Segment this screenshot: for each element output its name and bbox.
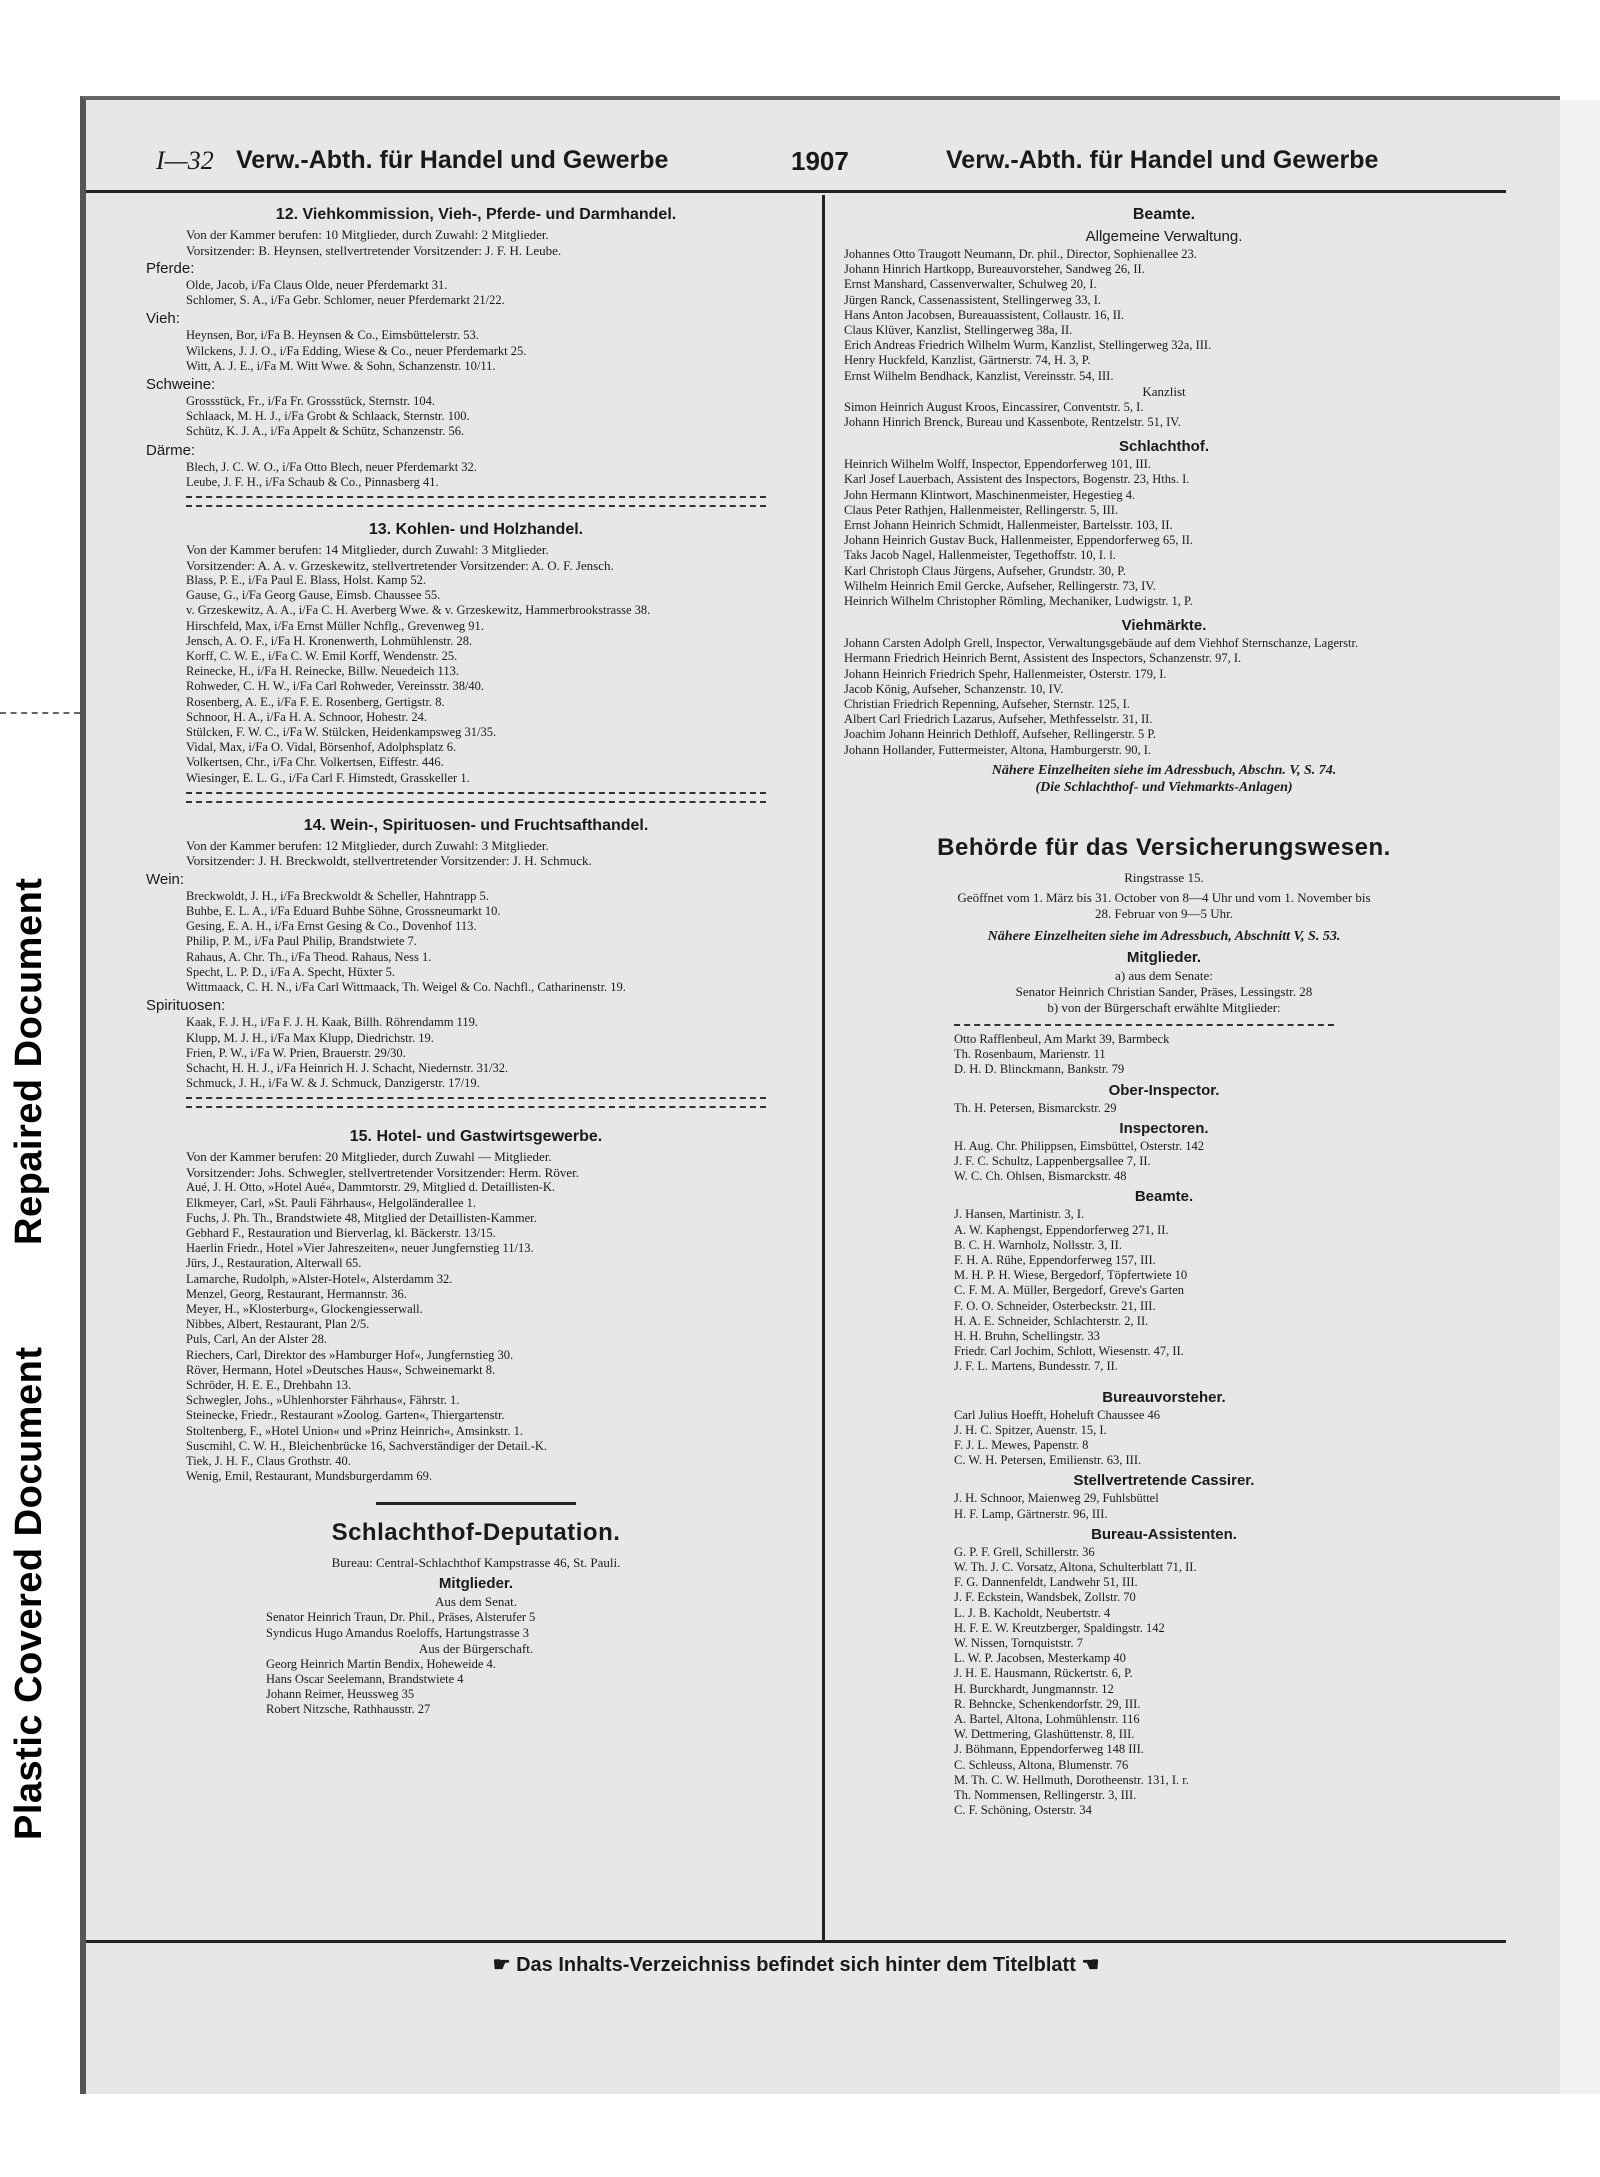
note-line: (Die Schlachthof- und Viehmarkts-Anlagen) — [1035, 779, 1293, 795]
section-15-entries — [146, 1180, 806, 1484]
dash-separator — [954, 1024, 1334, 1026]
group-label: Vieh: — [146, 310, 180, 328]
group-label: Schweine: — [146, 376, 216, 394]
list-item: Schlaack, M. H. J., i/Fa Grobt & Schlaack, Sternstr. 100. — [186, 409, 470, 424]
list-item: Tiek, J. H. F., Claus Grothstr. 40. — [186, 1453, 351, 1468]
group-label: Spirituosen: — [146, 997, 226, 1015]
section-12-title: 12. Viehkommission, Vieh-, Pferde- und Darmhandel. — [275, 206, 677, 223]
section-13-entries — [146, 573, 806, 786]
vers-mitglieder-title: Mitglieder. — [1126, 948, 1202, 966]
list-item: Claus Peter Rathjen, Hallenmeister, Rellingerstr. 5, III. — [844, 502, 1119, 517]
list-item: Stülcken, F. W. C., i/Fa W. Stülcken, Heidenkampsweg 31/35. — [186, 725, 497, 740]
cassirer-list — [834, 1491, 1494, 1521]
note-line: Nähere Einzelheiten siehe im Adressbuch, Abschn. V, S. 74. — [991, 762, 1337, 778]
beamte-2-title: Beamte. — [1134, 1188, 1194, 1206]
list-item: Vidal, Max, i/Fa O. Vidal, Börsenhof, Adolphsplatz 6. — [186, 740, 457, 755]
list-item: R. Behncke, Schenkendorfstr. 29, III. — [954, 1696, 1141, 1711]
list-item: Korff, C. W. E., i/Fa C. W. Emil Korff, Wendenstr. 25. — [186, 649, 458, 664]
bureau-assistenten-list — [834, 1545, 1494, 1819]
list-item: Riechers, Carl, Direktor des »Hamburger Hof«, Jungfernstieg 30. — [186, 1347, 514, 1362]
list-item: Heinrich Wilhelm Christopher Römling, Mechaniker, Ludwigstr. 1, P. — [844, 594, 1193, 609]
list-item: Rahaus, A. Chr. Th., i/Fa Theod. Rahaus, Ness 1. — [186, 949, 432, 964]
list-item: Wenig, Emil, Restaurant, Mundsburgerdamm 69. — [186, 1469, 432, 1484]
page-header — [86, 146, 1566, 186]
list-item: Stoltenberg, F., »Hotel Union« und »Prinz Heinrich«, Amsinkstr. 1. — [186, 1423, 523, 1438]
footer-text: Das Inhalts-Verzeichniss befindet sich hinter dem Titelblatt — [516, 1954, 1076, 1976]
list-item: Haerlin Friedr., Hotel »Vier Jahreszeiten«, neuer Jungfernstieg 11/13. — [186, 1241, 534, 1256]
opening-hours — [834, 890, 1494, 922]
list-item: Heinrich Wilhelm Wolff, Inspector, Eppendorferweg 101, III. — [844, 457, 1151, 472]
list-item: Heynsen, Bor, i/Fa B. Heynsen & Co., Eimsbüttelerstr. 53. — [186, 328, 479, 343]
list-item: Leube, J. F. H., i/Fa Schaub & Co., Pinnasberg 41. — [186, 474, 439, 489]
side-dash-marker — [0, 712, 80, 714]
viehmaerkte-staff-list — [834, 636, 1494, 758]
list-item: W. Th. J. C. Vorsatz, Altona, Schulterblatt 71, II. — [954, 1559, 1197, 1574]
left-column — [146, 200, 806, 1718]
list-item: Albert Carl Friedrich Lazarus, Aufseher, Methfesselstr. 31, II. — [844, 712, 1153, 727]
document-page — [80, 96, 1560, 2094]
section-14-title: 14. Wein-, Spirituosen- und Fruchtsafthandel. — [303, 816, 649, 834]
section-13 — [146, 521, 806, 803]
section-14-intro — [146, 838, 806, 869]
list-item: Blech, J. C. W. O., i/Fa Otto Blech, neuer Pferdemarkt 32. — [186, 459, 477, 474]
plastic-covered-label: Plastic Covered Document — [8, 1346, 50, 1840]
list-item: Johannes Otto Traugott Neumann, Dr. phil., Director, Sophienallee 23. — [844, 247, 1197, 261]
list-item: Rosenberg, A. E., i/Fa F. E. Rosenberg, Gertigstr. 8. — [186, 694, 445, 709]
list-item: Jensch, A. O. F., i/Fa H. Kronenwerth, Lohmühlenstr. 28. — [186, 633, 473, 648]
dash-separator — [186, 505, 766, 507]
list-item: Jürgen Ranck, Cassenassistent, Stellingerweg 33, I. — [844, 292, 1102, 307]
group-label: Pferde: — [146, 260, 195, 277]
list-item: Schütz, K. J. A., i/Fa Appelt & Schütz, Schanzenstr. 56. — [186, 424, 465, 439]
header-right-title: Verw.-Abth. für Handel und Gewerbe — [946, 146, 1379, 174]
list-item: J. H. Schnoor, Maienweg 29, Fuhlsbüttel — [954, 1491, 1159, 1506]
list-item: Friedr. Carl Jochim, Schlott, Wiesenstr. 47, II. — [954, 1344, 1184, 1359]
list-item: Aué, J. H. Otto, »Hotel Aué«, Dammtorstr. 29, Mitglied d. Detaillisten-K. — [186, 1180, 556, 1195]
dash-separator — [186, 801, 766, 803]
pointing-hand-left-icon: ☚ — [1081, 1954, 1100, 1976]
list-item: F. H. A. Rühe, Eppendorferweg 157, III. — [954, 1252, 1156, 1267]
list-item: D. H. D. Blinckmann, Bankstr. 79 — [954, 1062, 1125, 1077]
viehmaerkte-title: Viehmärkte. — [1121, 617, 1207, 635]
list-item: Specht, L. P. D., i/Fa A. Specht, Hüxter 5. — [186, 964, 396, 979]
list-item: v. Grzeskewitz, A. A., i/Fa C. H. Averberg Wwe. & v. Grzeskewitz, Hammerbrookstrasse 38. — [186, 603, 651, 618]
list-item: Th. H. Petersen, Bismarckstr. 29 — [954, 1100, 1117, 1115]
group-label: Därme: — [146, 441, 196, 459]
dash-separator — [186, 496, 766, 498]
list-item: H. F. Lamp, Gärtnerstr. 96, III. — [954, 1506, 1108, 1521]
list-item: Fuchs, J. Ph. Th., Brandstwiete 48, Mitglied der Detaillisten-Kammer. — [186, 1210, 537, 1225]
list-item: F. O. O. Schneider, Osterbeckstr. 21, III. — [954, 1298, 1156, 1313]
list-item: J. H. C. Spitzer, Auenstr. 15, I. — [954, 1422, 1107, 1437]
list-item: Johann Hollander, Futtermeister, Altona, Hamburgerstr. 90, I. — [844, 742, 1152, 757]
list-item: Karl Christoph Claus Jürgens, Aufseher, Grundstr. 30, P. — [844, 563, 1126, 578]
header-left-title: Verw.-Abth. für Handel und Gewerbe — [236, 146, 669, 174]
member-item: Senator Heinrich Traun, Dr. Phil., Präses, Alsterufer 5 — [266, 1610, 536, 1625]
list-item: Schlomer, S. A., i/Fa Gebr. Schlomer, neuer Pferdemarkt 21/22. — [186, 293, 505, 308]
buergerschaft-list — [834, 1032, 1494, 1078]
schlachthof-bureau: Bureau: Central-Schlachthof Kampstrasse 46, St. Pauli. — [331, 1555, 621, 1571]
section-12-groups — [146, 260, 806, 490]
cassirer-title: Stellvertretende Cassirer. — [1073, 1472, 1255, 1490]
buergerschaft-label: b) von der Bürgerschaft erwählte Mitglieder: — [1047, 999, 1281, 1015]
footer-rule — [86, 1940, 1506, 1943]
page-number: I—32 — [156, 146, 214, 175]
inspectoren-title: Inspectoren. — [1119, 1119, 1209, 1137]
section-13-intro — [146, 542, 806, 573]
list-item: Gause, G., i/Fa Georg Gause, Eimsb. Chaussee 55. — [186, 588, 441, 603]
list-item: Reinecke, H., i/Fa H. Reinecke, Billw. Neuedeich 113. — [186, 664, 459, 679]
list-item: Hans Anton Jacobsen, Bureauassistent, Collaustr. 16, II. — [844, 307, 1125, 322]
list-item: W. C. Ch. Ohlsen, Bismarckstr. 48 — [954, 1169, 1127, 1184]
list-item: Puls, Carl, An der Alster 28. — [186, 1332, 327, 1347]
list-item: Th. Rosenbaum, Marienstr. 11 — [954, 1047, 1106, 1062]
versicherungswesen-title: Behörde für das Versicherungswesen. — [937, 833, 1391, 861]
list-item: W. Nissen, Tornquiststr. 7 — [954, 1635, 1083, 1650]
bureauvorsteher-list — [834, 1408, 1494, 1469]
section-15 — [146, 1128, 806, 1484]
list-item: M. Th. C. W. Hellmuth, Dorotheenstr. 131, I. r. — [954, 1772, 1189, 1787]
beamte-title: Beamte. — [1132, 206, 1196, 223]
section-14 — [146, 817, 806, 1108]
list-item: Volkertsen, Chr., i/Fa Chr. Volkertsen, Eiffestr. 446. — [186, 755, 444, 770]
intro-line: Vorsitzender: Johs. Schwegler, stellvertretender Vorsitzender: Herm. Röver. — [186, 1164, 579, 1180]
section-13-title: 13. Kohlen- und Holzhandel. — [368, 521, 584, 539]
senat-label: a) aus dem Senate: — [1115, 967, 1213, 983]
list-item: H. H. Bruhn, Schellingstr. 33 — [954, 1328, 1100, 1343]
list-item: Schnoor, H. A., i/Fa H. A. Schnoor, Hohestr. 24. — [186, 709, 428, 724]
senat-member: Senator Heinrich Christian Sander, Präses, Lessingstr. 28 — [1015, 983, 1313, 999]
list-item: J. F. L. Martens, Bundesstr. 7, II. — [954, 1359, 1118, 1374]
list-item: John Hermann Klintwort, Maschinenmeister, Hegestieg 4. — [844, 487, 1136, 502]
list-item: J. F. Eckstein, Wandsbek, Zollstr. 70 — [954, 1590, 1136, 1605]
list-item: Gebhard F., Restauration und Bierverlag, kl. Bäckerstr. 13/15. — [186, 1225, 496, 1240]
schlachthof-deputation — [146, 1519, 806, 1717]
list-item: Simon Heinrich August Kroos, Eincassirer, Conventstr. 5, I. — [844, 399, 1144, 414]
list-item: F. G. Dannenfeldt, Landwehr 51, III. — [954, 1575, 1138, 1590]
list-item: H. A. E. Schneider, Schlachterstr. 2, II. — [954, 1313, 1149, 1328]
intro-line: Vorsitzender: A. A. v. Grzeskewitz, stellvertretender Vorsitzender: A. O. F. Jensch. — [186, 557, 614, 573]
intro-line: Vorsitzender: J. H. Breckwoldt, stellvertretender Vorsitzender: J. H. Schmuck. — [186, 853, 592, 869]
list-item: Erich Andreas Friedrich Wilhelm Wurm, Kanzlist, Stellingerweg 32a, III. — [844, 338, 1212, 353]
bureau-assistenten-title: Bureau-Assistenten. — [1091, 1525, 1237, 1543]
list-item: Johann Carsten Adolph Grell, Inspector, Verwaltungsgebäude auf dem Viehhof Sternschanze, Lagerstr. — [844, 636, 1359, 651]
column-divider — [822, 195, 825, 1940]
right-column — [834, 200, 1494, 1818]
list-item: Christian Friedrich Repenning, Aufseher, Sternstr. 125, I. — [844, 697, 1130, 712]
intro-line: Von der Kammer berufen: 14 Mitglieder, durch Zuwahl: 3 Mitglieder. — [186, 542, 549, 558]
list-item: F. J. L. Mewes, Papenstr. 8 — [954, 1437, 1089, 1452]
member-item: Hans Oscar Seelemann, Brandstwiete 4 — [266, 1671, 464, 1686]
list-item: J. H. E. Hausmann, Rückertstr. 6, P. — [954, 1666, 1133, 1681]
hours-line: Geöffnet vom 1. März bis 31. October von 8—4 Uhr und vom 1. November bis — [957, 889, 1371, 905]
list-item: Johann Heinrich Gustav Buck, Hallenmeister, Eppendorferweg 65, II. — [844, 533, 1194, 548]
footer-notice — [86, 1952, 1506, 1977]
list-item: Jacob König, Aufseher, Schanzenstr. 10, IV. — [844, 681, 1064, 696]
list-item: C. W. H. Petersen, Emilienstr. 63, III. — [954, 1453, 1142, 1468]
list-item: Buhbe, E. L. A., i/Fa Eduard Buhbe Söhne, Grossneumarkt 10. — [186, 904, 501, 919]
list-item: H. F. E. W. Kreutzberger, Spaldingstr. 142 — [954, 1620, 1165, 1635]
list-item: M. H. P. H. Wiese, Bergedorf, Töpfertwiete 10 — [954, 1268, 1188, 1283]
senat-members — [146, 1610, 806, 1640]
list-item: C. F. M. A. Müller, Bergedorf, Greve's Garten — [954, 1283, 1184, 1298]
list-item: Schröder, H. E. E., Drehbahn 13. — [186, 1377, 352, 1392]
header-rule — [86, 190, 1506, 193]
list-item: Hermann Friedrich Heinrich Bernt, Assistent des Inspectors, Schanzenstr. 97, I. — [844, 651, 1242, 666]
list-item: Rohweder, C. H. W., i/Fa Carl Rohweder, Vereinsstr. 38/40. — [186, 679, 485, 694]
ober-inspector-title: Ober-Inspector. — [1108, 1081, 1220, 1099]
list-item: Gesing, E. A. H., i/Fa Ernst Gesing & Co., Dovenhof 113. — [186, 919, 477, 934]
list-item: Philip, P. M., i/Fa Paul Philip, Brandstwiete 7. — [186, 934, 417, 949]
list-item: Claus Klüver, Kanzlist, Stellingerweg 38a, II. — [844, 323, 1073, 338]
list-item: Joachim Johann Heinrich Dethloff, Aufseher, Rellingerstr. 5 P. — [844, 727, 1157, 742]
list-item: B. C. H. Warnholz, Nollsstr. 3, II. — [954, 1237, 1122, 1252]
member-item: Syndicus Hugo Amandus Roeloffs, Hartungstrasse 3 — [266, 1625, 529, 1640]
list-item: Ernst Wilhelm Bendhack, Kanzlist, Vereinsstr. 54, III. — [844, 368, 1114, 383]
intro-line: Von der Kammer berufen: 10 Mitglieder, durch Zuwahl: 2 Mitglieder. — [186, 227, 549, 242]
list-item: L. J. B. Kacholdt, Neubertstr. 4 — [954, 1605, 1111, 1620]
dash-separator — [186, 792, 766, 794]
list-item: Taks Jacob Nagel, Hallenmeister, Tegethoffstr. 10, I. l. — [844, 548, 1116, 563]
list-item: Carl Julius Hoefft, Hoheluft Chaussee 46 — [954, 1407, 1160, 1422]
pointing-hand-right-icon: ☛ — [492, 1954, 511, 1976]
list-item: Jürs, J., Restauration, Alterwall 65. — [186, 1256, 362, 1271]
list-item: Klupp, M. J. H., i/Fa Max Klupp, Diedrichstr. 19. — [186, 1030, 434, 1045]
section-15-title: 15. Hotel- und Gastwirtsgewerbe. — [349, 1128, 603, 1146]
versicherungswesen-address: Ringstrasse 15. — [1124, 869, 1204, 885]
list-item: Wilckens, J. J. O., i/Fa Edding, Wiese & Co., neuer Pferdemarkt 25. — [186, 343, 527, 358]
intro-line: Von der Kammer berufen: 12 Mitglieder, durch Zuwahl: 3 Mitglieder. — [186, 837, 549, 853]
allgemeine-verwaltung-title: Allgemeine Verwaltung. — [1085, 228, 1243, 245]
repaired-document-label: Repaired Document — [8, 877, 50, 1245]
list-item: Schwegler, Johs., »Uhlenhorster Fährhaus«, Fährstr. 1. — [186, 1393, 460, 1408]
list-item: C. Schleuss, Altona, Blumenstr. 76 — [954, 1757, 1129, 1772]
section-rule — [376, 1502, 576, 1505]
list-item: Frien, P. W., i/Fa W. Prien, Brauerstr. 29/30. — [186, 1045, 406, 1060]
schlachthof-title: Schlachthof-Deputation. — [331, 1519, 621, 1547]
list-item: Wiesinger, E. L. G., i/Fa Carl F. Himstedt, Grasskeller 1. — [186, 770, 470, 785]
hours-line: 28. Februar von 9—5 Uhr. — [1095, 905, 1233, 921]
beamte-2-list — [834, 1207, 1494, 1374]
list-item: Blass, P. E., i/Fa Paul E. Blass, Holst. Kamp 52. — [186, 573, 426, 588]
list-item: Schmuck, J. H., i/Fa W. & J. Schmuck, Danzigerstr. 17/19. — [186, 1076, 480, 1091]
list-item: Elkmeyer, Carl, »St. Pauli Fährhaus«, Helgoländerallee 1. — [186, 1195, 477, 1210]
buergerschaft-members — [146, 1657, 806, 1718]
bureauvorsteher-title: Bureauvorsteher. — [1102, 1388, 1226, 1406]
list-item: Menzel, Georg, Restaurant, Hermannstr. 36. — [186, 1286, 407, 1301]
list-item: H. Burckhardt, Jungmannstr. 12 — [954, 1681, 1114, 1696]
list-item: Henry Huckfeld, Kanzlist, Gärtnerstr. 74, H. 3, P. — [844, 353, 1091, 368]
list-item: Steinecke, Friedr., Restaurant »Zoolog. Garten«, Thiergartenstr. — [186, 1408, 505, 1423]
list-item: A. Bartel, Altona, Lohmühlenstr. 116 — [954, 1712, 1140, 1726]
aus-buergerschaft-label: Aus der Bürgerschaft. — [418, 1640, 534, 1656]
header-year: 1907 — [791, 146, 849, 176]
adressbuch-note-1 — [834, 762, 1494, 796]
aus-senat-label: Aus dem Senat. — [435, 1594, 517, 1610]
list-item: Wittmaack, C. H. N., i/Fa Carl Wittmaack, Th. Weigel & Co. Nachfl., Catharinenstr. 19. — [186, 980, 626, 995]
list-item: Ernst Manshard, Cassenverwalter, Schulweg 20, I. — [844, 277, 1097, 292]
dash-separator — [186, 1106, 766, 1108]
list-item: Lamarche, Rudolph, »Alster-Hotel«, Alsterdamm 32. — [186, 1271, 453, 1286]
list-item: Otto Rafflenbeul, Am Markt 39, Barmbeck — [954, 1031, 1170, 1046]
list-item: L. W. P. Jacobsen, Mesterkamp 40 — [954, 1651, 1126, 1666]
list-item: J. Hansen, Martinistr. 3, I. — [954, 1207, 1085, 1222]
adressbuch-note-2: Nähere Einzelheiten siehe im Adressbuch, Abschnitt V, S. 53. — [987, 928, 1341, 944]
intro-line: Von der Kammer berufen: 20 Mitglieder, durch Zuwahl — Mitglieder. — [186, 1149, 552, 1165]
list-item: Karl Josef Lauerbach, Assistent des Inspectors, Bogenstr. 23, Hths. I. — [844, 472, 1190, 487]
group-label: Wein: — [146, 870, 185, 888]
list-item: Nibbes, Albert, Restaurant, Plan 2/5. — [186, 1317, 370, 1332]
list-item: J. Böhmann, Eppendorferweg 148 III. — [954, 1742, 1144, 1757]
section-14-groups — [146, 871, 806, 1091]
list-item: Th. Nommensen, Rellingerstr. 3, III. — [954, 1788, 1137, 1803]
kanzlist-label: Kanzlist — [1142, 383, 1186, 399]
list-item: Hirschfeld, Max, i/Fa Ernst Müller Nchflg., Grevenweg 91. — [186, 618, 484, 633]
schlachthof-mitglieder: Mitglieder. — [438, 1575, 514, 1593]
intro-line: Vorsitzender: B. Heynsen, stellvertretender Vorsitzender: J. F. H. Leube. — [186, 242, 562, 258]
allgemeine-verwaltung-list — [834, 247, 1494, 384]
schlachthof-staff-list — [834, 457, 1494, 609]
list-item: J. F. C. Schultz, Lappenbergsallee 7, II. — [954, 1153, 1151, 1168]
list-item: Schacht, H. H. J., i/Fa Heinrich H. J. Schacht, Niedernstr. 31/32. — [186, 1060, 509, 1075]
section-12 — [146, 206, 806, 507]
member-item: Robert Nitzsche, Rathhausstr. 27 — [266, 1702, 431, 1717]
section-12-intro — [146, 227, 806, 258]
section-15-intro — [146, 1149, 806, 1180]
list-item: A. W. Kaphengst, Eppendorferweg 271, II. — [954, 1222, 1169, 1237]
member-item: Johann Reimer, Heussweg 35 — [266, 1687, 415, 1702]
list-item: Johann Hinrich Hartkopp, Bureauvorsteher, Sandweg 26, II. — [844, 262, 1145, 277]
allgemeine-verwaltung-list-2 — [834, 400, 1494, 430]
list-item: Ernst Johann Heinrich Schmidt, Hallenmeister, Bartelsstr. 103, II. — [844, 518, 1173, 533]
list-item: Grossstück, Fr., i/Fa Fr. Grossstück, Sternstr. 104. — [186, 394, 435, 409]
list-item: H. Aug. Chr. Philippsen, Eimsbüttel, Osterstr. 142 — [954, 1138, 1205, 1153]
list-item: Breckwoldt, J. H., i/Fa Breckwoldt & Scheller, Hahntrapp 5. — [186, 888, 489, 903]
list-item: W. Dettmering, Glashüttenstr. 8, III. — [954, 1727, 1135, 1742]
list-item: G. P. F. Grell, Schillerstr. 36 — [954, 1544, 1095, 1559]
list-item: Johann Hinrich Brenck, Bureau und Kassenbote, Rentzelstr. 51, IV. — [844, 415, 1181, 430]
list-item: Meyer, H., »Klosterburg«, Glockengiesserwall. — [186, 1301, 423, 1316]
list-item: Witt, A. J. E., i/Fa M. Witt Wwe. & Sohn, Schanzenstr. 10/11. — [186, 358, 496, 373]
list-item: Olde, Jacob, i/Fa Claus Olde, neuer Pferdemarkt 31. — [186, 278, 448, 292]
list-item: Wilhelm Heinrich Emil Gercke, Aufseher, Rellingerstr. 73, IV. — [844, 578, 1156, 593]
list-item: Röver, Hermann, Hotel »Deutsches Haus«, Schweinemarkt 8. — [186, 1362, 496, 1377]
ober-inspector-list — [834, 1101, 1494, 1116]
list-item: Kaak, F. J. H., i/Fa F. J. H. Kaak, Billh. Röhrendamm 119. — [186, 1015, 478, 1030]
list-item: Suscmihl, C. W. H., Bleichenbrücke 16, Sachverständiger der Detail.-K. — [186, 1438, 548, 1453]
list-item: Johann Heinrich Friedrich Spehr, Hallenmeister, Osterstr. 179, I. — [844, 666, 1167, 681]
list-item: C. F. Schöning, Osterstr. 34 — [954, 1803, 1092, 1818]
inspectoren-list — [834, 1139, 1494, 1185]
dash-separator — [186, 1097, 766, 1099]
member-item: Georg Heinrich Martin Bendix, Hoheweide 4. — [266, 1656, 496, 1671]
schlachthof-title-right: Schlachthof. — [1118, 438, 1209, 456]
